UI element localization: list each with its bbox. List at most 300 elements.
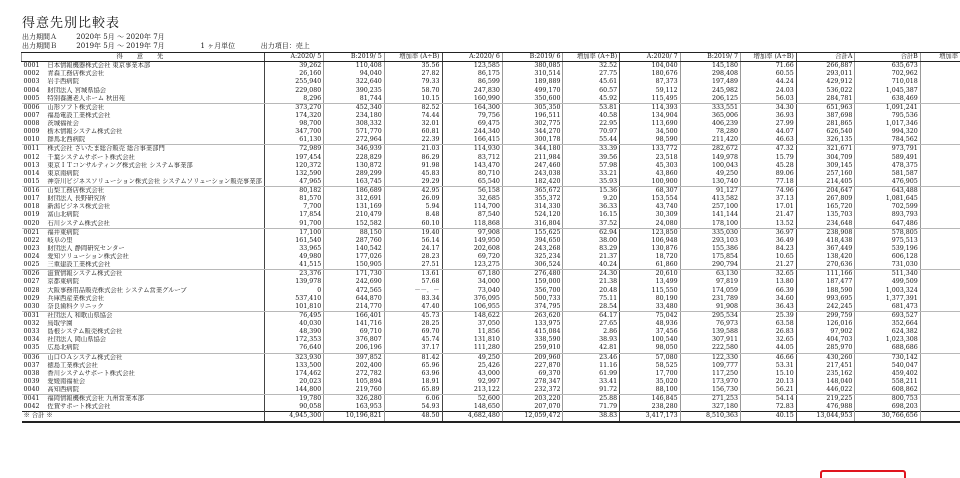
value-cell: 36.97 <box>741 228 797 237</box>
value-cell: 37,050 <box>442 320 502 328</box>
value-cell: 263,620 <box>502 311 563 320</box>
value-cell: 626,540 <box>796 128 855 136</box>
customer-code: 0035 <box>22 344 46 353</box>
value-cell: 202,400 <box>324 362 385 370</box>
value-cell: 97,908 <box>442 228 502 237</box>
value-cell: 36.93 <box>741 112 797 120</box>
value-cell: 98,590 <box>620 136 680 145</box>
value-cell: 204,647 <box>796 187 855 196</box>
value-cell: 42.81 <box>563 344 620 353</box>
customer-name: 石川システム株式会社 <box>45 220 264 229</box>
value-cell: 80,190 <box>620 295 680 303</box>
value-cell: 234,180 <box>324 112 385 120</box>
customer-code: 0042 <box>23 403 40 411</box>
value-cell <box>920 87 960 95</box>
value-cell: 219,760 <box>324 386 385 395</box>
value-cell: －－．－ <box>384 287 442 295</box>
value-cell: 117,250 <box>680 370 740 378</box>
value-cell: 536,022 <box>796 87 855 95</box>
value-cell: 79.33 <box>384 78 442 86</box>
value-cell: 34.60 <box>741 295 797 303</box>
value-cell: 338,590 <box>502 336 563 344</box>
table-row <box>22 162 960 170</box>
customer-name: 新潟ビジネス株式会社 <box>47 203 111 211</box>
value-cell: 394,650 <box>502 237 563 245</box>
table-row <box>22 328 960 336</box>
value-cell: 175,854 <box>680 253 740 261</box>
value-cell: 28.23 <box>384 253 442 261</box>
value-cell: 314,330 <box>502 203 563 211</box>
value-cell: 52,600 <box>442 395 502 404</box>
output-item-label: 出力項目：売上 <box>260 42 310 50</box>
table-row <box>22 78 960 86</box>
table-row <box>22 278 960 286</box>
value-cell: 17,700 <box>620 370 680 378</box>
value-cell: 647,486 <box>855 220 920 229</box>
total-value-cell <box>920 412 960 422</box>
value-cell: 2.86 <box>563 328 620 336</box>
value-cell: 197,454 <box>264 154 323 162</box>
value-cell: 257,100 <box>680 203 740 211</box>
column-header: 増加率 (A÷B) <box>563 53 620 62</box>
value-cell: 316,804 <box>502 220 563 229</box>
value-cell: 148,622 <box>442 311 502 320</box>
period-a-value: 2020年 5月 ～ 2020年 7月 <box>76 33 165 41</box>
value-cell: 75,042 <box>620 311 680 320</box>
customer-name: 香川システムサポート株式会社 <box>47 369 135 377</box>
customer-code: 0010 <box>22 136 46 145</box>
value-cell: 45.92 <box>563 95 620 104</box>
value-cell: 1,023,308 <box>855 336 920 344</box>
value-cell: 213,122 <box>442 386 502 395</box>
value-cell: 89.06 <box>741 170 797 178</box>
value-cell: 210,479 <box>324 211 385 219</box>
column-header: 増加率 <box>920 53 960 62</box>
value-cell: 298,408 <box>680 70 740 78</box>
value-cell: 10.15 <box>384 95 442 104</box>
value-cell <box>920 187 960 196</box>
value-cell: 91,127 <box>680 187 740 196</box>
customer-code: 0020 <box>22 220 46 229</box>
value-cell: 397,852 <box>324 353 385 362</box>
value-cell: 257,160 <box>796 170 855 178</box>
value-cell: 243,268 <box>502 245 563 253</box>
value-cell: 57,080 <box>620 353 680 362</box>
value-cell: 688,686 <box>855 344 920 353</box>
value-cell: 347,700 <box>264 128 323 136</box>
table-header-row <box>22 53 960 62</box>
value-cell: 133,772 <box>620 145 680 154</box>
value-cell: 140,542 <box>324 245 385 253</box>
customer-code: 0009 <box>23 128 40 136</box>
value-cell: 284,781 <box>796 95 855 104</box>
value-cell: 35.56 <box>384 62 442 71</box>
value-cell: 130,872 <box>324 162 385 170</box>
value-cell: 310,514 <box>502 70 563 78</box>
value-cell: 34.30 <box>741 103 797 112</box>
value-cell: 499,509 <box>855 278 920 286</box>
value-cell: 82.52 <box>384 103 442 112</box>
value-cell: 624,382 <box>855 328 920 336</box>
value-cell: 290,794 <box>680 261 740 270</box>
value-cell: 17,100 <box>264 228 323 237</box>
customer-name: 東京南病院 <box>47 169 79 177</box>
value-cell: 57.98 <box>563 162 620 170</box>
value-cell: 61,130 <box>264 136 323 145</box>
value-cell: 123,585 <box>442 62 502 71</box>
value-cell: 177,026 <box>324 253 385 261</box>
value-cell: 106,948 <box>620 237 680 245</box>
column-header: A:2020/ 7 <box>620 53 680 62</box>
customer-name: 大阪事務用品販売株式会社 システム営業グループ <box>47 286 187 294</box>
value-cell: 24.30 <box>563 270 620 279</box>
value-cell: 321,671 <box>796 145 855 154</box>
value-cell: 8.48 <box>384 211 442 219</box>
value-cell: 418,438 <box>796 237 855 245</box>
table-row <box>22 261 960 270</box>
table-row <box>22 336 960 344</box>
value-cell: 25.39 <box>741 311 797 320</box>
value-cell: 196,511 <box>502 112 563 120</box>
value-cell: 231,789 <box>680 295 740 303</box>
period-b-value: 2019年 5月 ～ 2019年 7月 <box>76 42 165 50</box>
customer-name: 奈良歯科クリニック <box>45 303 264 312</box>
value-cell: 60.81 <box>384 128 442 136</box>
value-cell: 100,900 <box>620 178 680 187</box>
table-row <box>22 178 960 187</box>
value-cell: 211,420 <box>680 136 740 145</box>
value-cell: 91.72 <box>563 386 620 395</box>
value-cell: 26.09 <box>384 195 442 203</box>
value-cell: 207,070 <box>502 403 563 412</box>
value-cell: 285,970 <box>796 344 855 353</box>
value-cell: 1,377,391 <box>855 295 920 303</box>
value-cell: 105,894 <box>324 378 385 386</box>
customer-name: 兵庫西産業株式会社 <box>47 294 105 302</box>
value-cell: 81,570 <box>264 195 323 203</box>
value-cell: 43,860 <box>620 170 680 178</box>
value-cell: 32.65 <box>741 270 797 279</box>
value-cell: 80,182 <box>264 187 323 196</box>
value-cell: 1,081,645 <box>855 195 920 203</box>
value-cell: 138,420 <box>796 253 855 261</box>
table-row <box>22 154 960 162</box>
value-cell: 635,673 <box>855 62 920 71</box>
value-cell: 45.61 <box>563 78 620 86</box>
value-cell <box>920 162 960 170</box>
value-cell: 55.44 <box>563 136 620 145</box>
value-cell: 58,525 <box>620 362 680 370</box>
value-cell <box>920 154 960 162</box>
table-row <box>22 112 960 120</box>
value-cell: 540,047 <box>855 362 920 370</box>
value-cell: 33.41 <box>563 378 620 386</box>
value-cell: 69,710 <box>324 328 385 336</box>
value-cell: 20.48 <box>563 287 620 295</box>
value-cell <box>920 220 960 229</box>
value-cell: 90,058 <box>264 403 323 412</box>
value-cell: 66.39 <box>741 287 797 295</box>
customer-code: 0030 <box>22 303 46 312</box>
value-cell: 390,235 <box>324 87 385 95</box>
value-cell: 69,475 <box>442 120 502 128</box>
value-cell: 1,091,241 <box>855 103 920 112</box>
table-row <box>22 237 960 245</box>
value-cell: 6.06 <box>384 395 442 404</box>
value-cell: 643,488 <box>855 187 920 196</box>
value-cell: 56.14 <box>384 237 442 245</box>
value-cell: 350,600 <box>502 95 563 104</box>
total-label: ※ 合計 ※ <box>22 412 265 422</box>
value-cell: 312,691 <box>324 195 385 203</box>
value-cell: 206,196 <box>324 344 385 353</box>
table-row <box>22 87 960 95</box>
value-cell: 41,515 <box>264 261 323 270</box>
value-cell: 37,456 <box>620 328 680 336</box>
value-cell: 60.55 <box>741 70 797 78</box>
value-cell: 24.03 <box>741 87 797 95</box>
value-cell: 446,022 <box>796 386 855 395</box>
value-cell: 72.83 <box>741 403 797 412</box>
value-cell: 53.81 <box>563 103 620 112</box>
value-cell: 71.79 <box>563 403 620 412</box>
value-cell: 304,709 <box>796 154 855 162</box>
value-cell: 32.65 <box>741 336 797 344</box>
value-cell: 17,854 <box>264 211 323 219</box>
value-cell: 35,020 <box>620 378 680 386</box>
customer-code: 0034 <box>23 336 40 344</box>
value-cell: 97,902 <box>796 328 855 336</box>
column-header: 合計A <box>796 53 855 62</box>
customer-code: 0040 <box>22 386 46 395</box>
value-cell: 335,030 <box>680 228 740 237</box>
value-cell <box>920 211 960 219</box>
table-row <box>22 228 960 237</box>
value-cell: 214,770 <box>324 303 385 312</box>
value-cell: 578,805 <box>855 228 920 237</box>
value-cell: 39,262 <box>264 62 323 71</box>
value-cell: 44.05 <box>741 344 797 353</box>
value-cell <box>920 378 960 386</box>
value-cell: 65,540 <box>442 178 502 187</box>
value-cell <box>920 128 960 136</box>
value-cell: 26,160 <box>264 70 323 78</box>
value-cell: 189,889 <box>502 78 563 86</box>
value-cell: 123,275 <box>442 261 502 270</box>
table-row <box>22 370 960 378</box>
value-cell <box>920 78 960 86</box>
column-header: A:2020/ 6 <box>442 53 502 62</box>
value-cell: 222,580 <box>680 344 740 353</box>
column-header: 合計B <box>855 53 920 62</box>
value-cell: 247,460 <box>502 162 563 170</box>
table-row <box>22 220 960 229</box>
value-cell: 126,016 <box>796 320 855 328</box>
value-cell <box>920 203 960 211</box>
value-cell: 15.10 <box>741 370 797 378</box>
value-cell: 211,984 <box>502 154 563 162</box>
value-cell: 459,402 <box>855 370 920 378</box>
value-cell: 187,477 <box>796 278 855 286</box>
value-cell: 56.21 <box>741 386 797 395</box>
customer-name: 山口ＯＡシステム株式会社 <box>47 353 123 361</box>
value-cell: 365,672 <box>502 187 563 196</box>
total-value-cell: 4,682,480 <box>442 412 502 422</box>
value-cell: 35.93 <box>563 178 620 187</box>
value-cell: 163,745 <box>324 178 385 187</box>
value-cell: 259,910 <box>502 344 563 353</box>
value-cell: 352,664 <box>855 320 920 328</box>
value-cell: 135,703 <box>796 211 855 219</box>
value-cell: 148,650 <box>442 403 502 412</box>
value-cell: 581,587 <box>855 170 920 178</box>
value-cell: 45.28 <box>741 162 797 170</box>
value-cell: 150,905 <box>324 261 385 270</box>
value-cell: 71.66 <box>741 62 797 71</box>
customer-code: 0005 <box>22 95 46 104</box>
value-cell: 182,420 <box>502 178 563 187</box>
value-cell: 282,672 <box>680 145 740 154</box>
value-cell: 72,989 <box>264 145 323 154</box>
value-cell: 23,518 <box>620 154 680 162</box>
value-cell: 293,011 <box>796 70 855 78</box>
value-cell: 40,030 <box>264 320 323 328</box>
value-cell: 13.80 <box>741 278 797 286</box>
table-row <box>22 211 960 219</box>
customer-code: 0025 <box>22 261 46 270</box>
value-cell: 171,730 <box>324 270 385 279</box>
value-cell: 1,003,324 <box>855 287 920 295</box>
value-cell <box>920 303 960 312</box>
value-cell <box>920 112 960 120</box>
value-cell: 21.27 <box>741 261 797 270</box>
value-cell: 32.52 <box>563 62 620 71</box>
value-cell: 60.57 <box>563 87 620 95</box>
value-cell <box>920 328 960 336</box>
customer-code: 0023 <box>23 244 40 252</box>
value-cell: 25.88 <box>563 395 620 404</box>
value-cell: 81.42 <box>384 353 442 362</box>
customer-code: 0039 <box>23 377 40 385</box>
value-cell: 344,270 <box>502 128 563 136</box>
value-cell: 76,640 <box>264 344 323 353</box>
value-cell: 139,588 <box>680 328 740 336</box>
value-cell: 73,040 <box>442 287 502 295</box>
table-row <box>22 120 960 128</box>
value-cell: 380,085 <box>502 62 563 71</box>
table-row <box>22 395 960 404</box>
value-cell: 893,793 <box>855 211 920 219</box>
value-cell: 606,128 <box>855 253 920 261</box>
value-cell: 143,470 <box>442 162 502 170</box>
column-header: A:2020/ 5 <box>264 53 323 62</box>
table-row <box>22 303 960 312</box>
value-cell: 245,982 <box>680 87 740 95</box>
customer-name: 株式会社 さいたま総合販売 総合事業部門 <box>47 145 165 153</box>
value-cell: 174,059 <box>680 287 740 295</box>
value-cell: 404,703 <box>796 336 855 344</box>
value-cell: 20,610 <box>620 270 680 279</box>
value-cell <box>920 103 960 112</box>
value-cell: 356,700 <box>502 287 563 295</box>
value-cell: 238,280 <box>620 403 680 412</box>
value-cell: 21.37 <box>563 253 620 261</box>
customer-code: 0011 <box>23 145 40 153</box>
value-cell <box>920 344 960 353</box>
customer-code: 0027 <box>23 278 40 286</box>
customer-name: 富山北病院 <box>47 211 79 219</box>
value-cell: 113,690 <box>620 120 680 128</box>
customer-name: 茨城福祉会 <box>47 120 79 127</box>
value-cell: 81,744 <box>324 95 385 104</box>
value-cell: 63.96 <box>384 370 442 378</box>
customer-name: 愛知ソリューション株式会社 <box>47 253 129 260</box>
value-cell: 365,006 <box>680 112 740 120</box>
column-header: 増加率 (A÷B) <box>384 53 442 62</box>
value-cell: 993,695 <box>796 295 855 303</box>
value-cell <box>920 120 960 128</box>
column-header: B:2019/ 6 <box>502 53 563 62</box>
value-cell: 730,142 <box>855 353 920 362</box>
value-cell: 76,973 <box>680 320 740 328</box>
value-cell: 36.33 <box>563 203 620 211</box>
customer-name: 愛媛南福祉会 <box>47 377 86 385</box>
value-cell: 48,936 <box>620 320 680 328</box>
value-cell: 242,690 <box>324 278 385 286</box>
value-cell: 1,045,387 <box>855 87 920 95</box>
value-cell: 272,964 <box>324 136 385 145</box>
customer-name: 神奈川ビジネスソリューション株式会社 システムソリューション販売事業部 <box>45 178 264 187</box>
value-cell: 272,782 <box>324 370 385 378</box>
customer-code: 0022 <box>23 236 40 244</box>
value-cell <box>920 253 960 261</box>
value-cell: 22.95 <box>563 120 620 128</box>
customer-name: 青森工務店株式会社 <box>47 70 105 78</box>
value-cell: 9.20 <box>563 195 620 203</box>
value-cell: 413,582 <box>680 195 740 203</box>
value-cell: 406,239 <box>680 120 740 128</box>
value-cell: 376,807 <box>324 336 385 344</box>
value-cell: 376,095 <box>442 295 502 303</box>
value-cell: 92,997 <box>442 378 502 386</box>
customer-code: 0024 <box>23 253 40 260</box>
value-cell: 327,180 <box>680 403 740 412</box>
value-cell: 281,865 <box>796 120 855 128</box>
value-cell: 8,296 <box>264 95 323 104</box>
total-a-value: 13,044,953 <box>796 412 855 422</box>
customer-code: 0007 <box>23 111 40 119</box>
value-cell: 123,850 <box>620 228 680 237</box>
value-cell: 23,376 <box>264 270 323 279</box>
customer-code: 0012 <box>23 153 40 161</box>
table-row <box>22 203 960 211</box>
column-header: B:2019/ 5 <box>324 53 385 62</box>
value-cell: 202,608 <box>442 245 502 253</box>
value-cell: 166,415 <box>442 136 502 145</box>
value-cell <box>920 362 960 370</box>
value-cell: 24.17 <box>384 245 442 253</box>
value-cell <box>920 311 960 320</box>
value-cell: 227,870 <box>502 362 563 370</box>
value-cell: 122,330 <box>680 353 740 362</box>
value-cell: 229,080 <box>264 87 323 95</box>
customer-code: 0036 <box>23 353 40 361</box>
value-cell: 13.52 <box>741 220 797 229</box>
customer-code: 0029 <box>23 294 40 302</box>
value-cell: 18.91 <box>384 378 442 386</box>
value-cell: 307,911 <box>680 336 740 344</box>
value-cell <box>920 353 960 362</box>
